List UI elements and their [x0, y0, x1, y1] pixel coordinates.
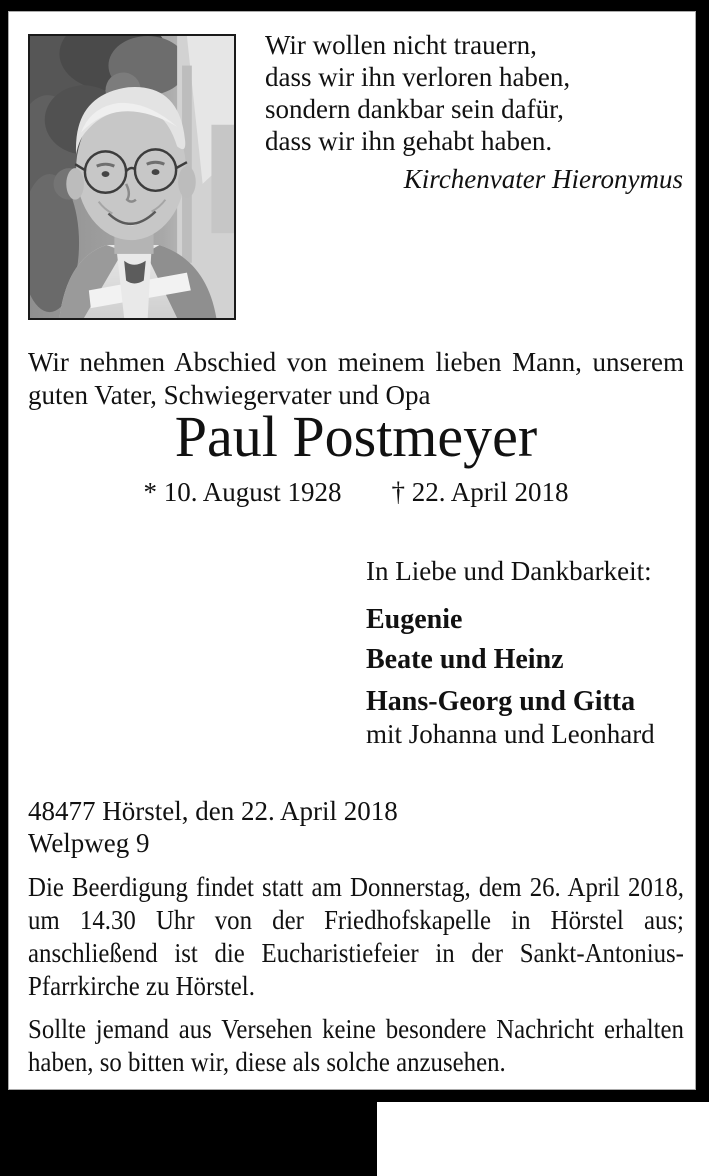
- address-block: [28, 795, 528, 859]
- mourners-addendum: mit Johanna und Leonhard: [366, 719, 655, 749]
- quote-line: dass wir ihn verloren haben,: [265, 62, 571, 92]
- quote-attribution: Kirchenvater Hieronymus: [403, 164, 683, 194]
- mourner-name: Eugenie: [366, 604, 463, 635]
- portrait-photo: [28, 34, 236, 320]
- deceased-name: Paul Postmeyer: [174, 404, 538, 469]
- quote-line: Wir wollen nicht trauern,: [265, 30, 537, 60]
- funeral-details-text: Die Beerdigung findet statt am Donnerstag, dem 26. April 2018, um 14.30 Uhr von der Friedhofskapelle in Hörstel aus; anschließend ist die Eucharistiefeier in der Sankt-Antonius-Pfarrkirche zu Hörstel.: [28, 872, 684, 1001]
- farewell-intro-text: Wir nehmen Abschied von meinem lieben Mann, unserem guten Vater, Schwiegervater und Opa: [28, 347, 684, 410]
- street-line: Welpweg 9: [28, 828, 150, 858]
- death-date: † 22. April 2018: [391, 477, 569, 507]
- mourners-block: [366, 555, 686, 750]
- mourners-heading: In Liebe und Dankbarkeit:: [366, 556, 652, 586]
- bottom-white-region: [377, 1102, 709, 1176]
- birth-date: * 10. August 1928: [143, 477, 342, 507]
- place-date-line: 48477 Hörstel, den 22. April 2018: [28, 796, 398, 826]
- notification-notice-text: Sollte jemand aus Versehen keine besondere Nachricht erhalten haben, so bitten wir, diese als solche anzusehen.: [28, 1014, 684, 1077]
- mourner-name: Beate und Heinz: [366, 644, 564, 675]
- portrait-photo-graphic: [30, 36, 234, 318]
- obituary-card: [8, 11, 696, 1090]
- quote-line: dass wir ihn gehabt haben.: [265, 126, 553, 156]
- quote-line: sondern dankbar sein dafür,: [265, 94, 564, 124]
- memorial-quote: [265, 29, 685, 195]
- life-dates: [28, 476, 684, 509]
- mourner-name: Hans-Georg und Gitta: [366, 686, 636, 717]
